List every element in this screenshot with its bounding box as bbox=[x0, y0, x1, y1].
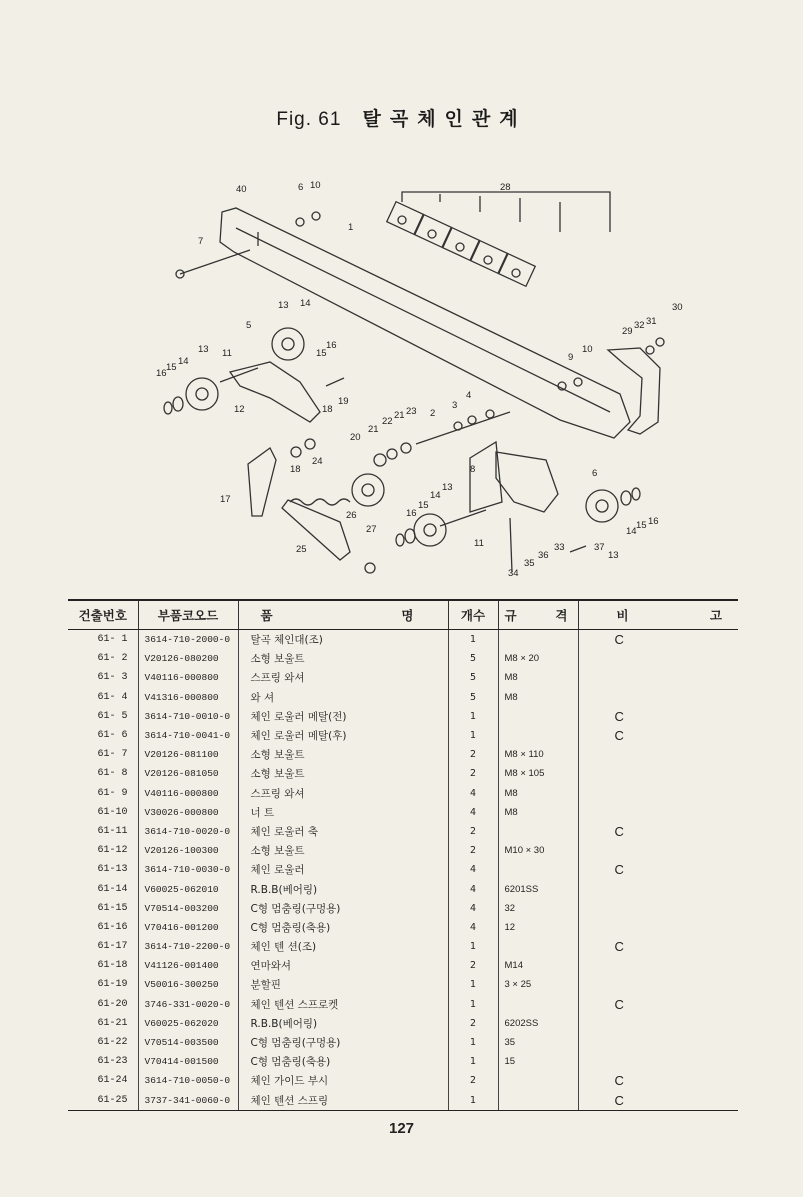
part-name-cell: 탈곡 체인대(조) bbox=[238, 630, 448, 650]
table-row bbox=[68, 841, 738, 860]
svg-text:13: 13 bbox=[278, 300, 289, 311]
svg-text:21: 21 bbox=[368, 424, 379, 435]
remarks-cell bbox=[578, 879, 738, 898]
page-title bbox=[0, 104, 803, 131]
part-number-cell: 61- 9 bbox=[97, 787, 128, 799]
quantity-cell: 5 bbox=[448, 668, 498, 687]
roller-metal-rear bbox=[496, 452, 558, 512]
quantity-cell: 2 bbox=[448, 956, 498, 975]
part-number-cell: 61- 2 bbox=[97, 653, 128, 665]
remarks-cell: C bbox=[578, 995, 738, 1014]
part-code-cell: 3614-710-2000-0 bbox=[138, 630, 238, 650]
table-row bbox=[68, 918, 738, 937]
svg-text:18: 18 bbox=[290, 464, 301, 475]
spec-cell: 6201SS bbox=[498, 879, 578, 898]
part-name-cell: 체인 가이드 부시 bbox=[238, 1071, 448, 1090]
svg-text:6: 6 bbox=[592, 468, 598, 479]
quantity-cell: 5 bbox=[448, 688, 498, 707]
spec-cell bbox=[498, 1071, 578, 1090]
svg-text:32: 32 bbox=[634, 320, 645, 331]
table-row bbox=[68, 937, 738, 956]
part-code-cell: 3614-710-0050-0 bbox=[138, 1071, 238, 1090]
table-row bbox=[68, 860, 738, 879]
table-header-row bbox=[68, 600, 738, 630]
quantity-cell: 1 bbox=[448, 975, 498, 994]
figure-title: 탈곡체인관계 bbox=[362, 108, 527, 130]
spec-cell: 35 bbox=[498, 1033, 578, 1052]
svg-text:16: 16 bbox=[648, 516, 659, 527]
bolt-7 bbox=[180, 250, 250, 274]
spec-cell bbox=[498, 822, 578, 841]
part-code-cell: V70414-001500 bbox=[138, 1052, 238, 1071]
remarks-cell bbox=[578, 918, 738, 937]
part-code-cell: V20126-081050 bbox=[138, 764, 238, 783]
part-code-cell: 3614-710-0030-0 bbox=[138, 860, 238, 879]
quantity-cell: 4 bbox=[448, 918, 498, 937]
part-number-cell: 61-24 bbox=[97, 1075, 128, 1087]
svg-text:15: 15 bbox=[316, 348, 327, 359]
quantity-cell: 1 bbox=[448, 630, 498, 650]
quantity-cell: 2 bbox=[448, 822, 498, 841]
part-name-cell: 와 셔 bbox=[238, 688, 448, 707]
svg-text:31: 31 bbox=[646, 316, 657, 327]
spec-cell: M8 bbox=[498, 688, 578, 707]
svg-text:15: 15 bbox=[636, 520, 647, 531]
header-part-code: 부품코오드 bbox=[138, 600, 238, 630]
svg-text:12: 12 bbox=[234, 404, 245, 415]
quantity-cell: 2 bbox=[448, 764, 498, 783]
table-row bbox=[68, 1014, 738, 1033]
svg-text:2: 2 bbox=[430, 408, 436, 419]
remarks-cell bbox=[578, 841, 738, 860]
table-row bbox=[68, 1071, 738, 1090]
table-row bbox=[68, 803, 738, 822]
part-code-cell: V41126-001400 bbox=[138, 956, 238, 975]
part-code-cell: V20126-100300 bbox=[138, 841, 238, 860]
spec-cell bbox=[498, 726, 578, 745]
svg-text:15: 15 bbox=[418, 500, 429, 511]
part-code-cell: V41316-000800 bbox=[138, 688, 238, 707]
tension-spring-25 bbox=[282, 500, 350, 560]
part-name-cell: 체인 로울러 메탈(전) bbox=[238, 707, 448, 726]
quantity-cell: 4 bbox=[448, 899, 498, 918]
svg-text:10: 10 bbox=[310, 180, 321, 191]
part-name-cell: 체인 로울러 bbox=[238, 860, 448, 879]
table-row bbox=[68, 726, 738, 745]
table-row bbox=[68, 899, 738, 918]
svg-text:4: 4 bbox=[466, 390, 472, 401]
part-name-cell: C형 멈춤링(구멍용) bbox=[238, 899, 448, 918]
quantity-cell: 4 bbox=[448, 860, 498, 879]
chain-links bbox=[387, 192, 610, 286]
remarks-cell: C bbox=[578, 630, 738, 650]
part-name-cell: C형 멈춤링(축용) bbox=[238, 1052, 448, 1071]
part-name-cell: C형 멈춤링(구멍용) bbox=[238, 1033, 448, 1052]
svg-text:7: 7 bbox=[198, 236, 204, 247]
remarks-cell: C bbox=[578, 1071, 738, 1090]
remarks-cell: C bbox=[578, 937, 738, 956]
svg-text:16: 16 bbox=[326, 340, 337, 351]
table-row bbox=[68, 630, 738, 650]
remarks-cell bbox=[578, 1052, 738, 1071]
remarks-cell bbox=[578, 668, 738, 687]
part-name-cell: 스프링 와셔 bbox=[238, 784, 448, 803]
svg-text:40: 40 bbox=[236, 184, 247, 195]
quantity-cell: 1 bbox=[448, 937, 498, 956]
quantity-cell: 2 bbox=[448, 841, 498, 860]
exploded-parts-diagram bbox=[140, 172, 683, 592]
spec-cell bbox=[498, 630, 578, 650]
svg-text:11: 11 bbox=[474, 538, 484, 549]
spec-cell bbox=[498, 707, 578, 726]
part-number-cell: 61-11 bbox=[97, 825, 128, 837]
part-code-cell: V40116-000800 bbox=[138, 784, 238, 803]
part-number-cell: 61- 3 bbox=[97, 672, 128, 684]
svg-text:17: 17 bbox=[220, 494, 231, 505]
part-name-cell: 체인 로울러 축 bbox=[238, 822, 448, 841]
part-name-cell: 너 트 bbox=[238, 803, 448, 822]
spec-cell: M8 × 110 bbox=[498, 745, 578, 764]
part-code-cell: V20126-080200 bbox=[138, 649, 238, 668]
part-name-cell: 소형 보울트 bbox=[238, 649, 448, 668]
spec-cell: M8 bbox=[498, 784, 578, 803]
part-number-cell: 61-14 bbox=[97, 883, 128, 895]
part-code-cell: 3614-710-0041-0 bbox=[138, 726, 238, 745]
part-number-cell: 61-25 bbox=[68, 1091, 138, 1111]
spec-cell: 15 bbox=[498, 1052, 578, 1071]
svg-text:13: 13 bbox=[198, 344, 209, 355]
part-code-cell: V50016-300250 bbox=[138, 975, 238, 994]
quantity-cell: 4 bbox=[448, 784, 498, 803]
spec-cell: 6202SS bbox=[498, 1014, 578, 1033]
part-code-cell: 3737-341-0060-0 bbox=[138, 1091, 238, 1111]
spec-cell: M8 bbox=[498, 803, 578, 822]
svg-text:3: 3 bbox=[452, 400, 458, 411]
part-number-cell: 61- 1 bbox=[97, 634, 128, 646]
diagram-svg bbox=[140, 172, 683, 592]
part-number-cell: 61-18 bbox=[97, 960, 128, 972]
part-number-cell: 61- 6 bbox=[97, 730, 128, 742]
part-code-cell: V70416-001200 bbox=[138, 918, 238, 937]
spec-cell bbox=[498, 860, 578, 879]
table-row bbox=[68, 822, 738, 841]
part-code-cell: 3614-710-2200-0 bbox=[138, 937, 238, 956]
remarks-cell bbox=[578, 764, 738, 783]
part-number-cell: 61- 5 bbox=[97, 710, 128, 722]
table-row bbox=[68, 956, 738, 975]
remarks-cell: C bbox=[578, 1091, 738, 1111]
part-name-cell: 체인 텐션 스프링 bbox=[238, 1091, 448, 1111]
table-row bbox=[68, 707, 738, 726]
svg-text:20: 20 bbox=[350, 432, 361, 443]
spec-cell: M8 × 105 bbox=[498, 764, 578, 783]
remarks-cell bbox=[578, 975, 738, 994]
part-code-cell: V60025-062010 bbox=[138, 879, 238, 898]
quantity-cell: 2 bbox=[448, 1014, 498, 1033]
spec-cell: M8 × 20 bbox=[498, 649, 578, 668]
spec-cell bbox=[498, 995, 578, 1014]
part-number-cell: 61-21 bbox=[97, 1017, 128, 1029]
quantity-cell: 2 bbox=[448, 745, 498, 764]
table-row bbox=[68, 879, 738, 898]
quantity-cell: 1 bbox=[448, 1091, 498, 1111]
spec-cell: M10 × 30 bbox=[498, 841, 578, 860]
part-number-cell: 61-12 bbox=[97, 845, 128, 857]
quantity-cell: 1 bbox=[448, 726, 498, 745]
svg-text:26: 26 bbox=[346, 510, 357, 521]
svg-text:35: 35 bbox=[524, 558, 535, 569]
part-name-cell: 소형 보울트 bbox=[238, 841, 448, 860]
svg-text:22: 22 bbox=[382, 416, 393, 427]
parts-table-body bbox=[68, 630, 738, 1111]
header-spec: 규 격 bbox=[498, 600, 578, 630]
svg-text:15: 15 bbox=[166, 362, 177, 373]
table-row bbox=[68, 1091, 738, 1111]
part-name-cell: 스프링 와셔 bbox=[238, 668, 448, 687]
svg-text:14: 14 bbox=[300, 298, 311, 309]
spec-cell: 3 × 25 bbox=[498, 975, 578, 994]
svg-text:37: 37 bbox=[594, 542, 605, 553]
spec-cell bbox=[498, 1091, 578, 1111]
part-code-cell: V60025-062020 bbox=[138, 1014, 238, 1033]
table-row bbox=[68, 688, 738, 707]
part-number-cell: 61- 4 bbox=[97, 691, 128, 703]
svg-text:19: 19 bbox=[338, 396, 349, 407]
part-name-cell: 체인 텐 션(조) bbox=[238, 937, 448, 956]
quantity-cell: 1 bbox=[448, 995, 498, 1014]
remarks-cell bbox=[578, 1033, 738, 1052]
table-row bbox=[68, 668, 738, 687]
part-name-cell: 체인 로울러 메탈(후) bbox=[238, 726, 448, 745]
svg-text:34: 34 bbox=[508, 568, 519, 579]
quantity-cell: 5 bbox=[448, 649, 498, 668]
quantity-cell: 4 bbox=[448, 879, 498, 898]
spec-cell: M8 bbox=[498, 668, 578, 687]
part-number-cell: 61-13 bbox=[97, 864, 128, 876]
table-row bbox=[68, 745, 738, 764]
part-name-cell: 소형 보울트 bbox=[238, 764, 448, 783]
left-sprocket-assembly bbox=[164, 328, 344, 422]
spec-cell: 12 bbox=[498, 918, 578, 937]
parts-table bbox=[68, 599, 738, 1111]
svg-text:23: 23 bbox=[406, 406, 417, 417]
table-row bbox=[68, 764, 738, 783]
part-number-cell: 61- 7 bbox=[97, 749, 128, 761]
quantity-cell: 4 bbox=[448, 803, 498, 822]
svg-text:13: 13 bbox=[442, 482, 453, 493]
svg-text:33: 33 bbox=[554, 542, 565, 553]
svg-text:9: 9 bbox=[568, 352, 574, 363]
remarks-cell: C bbox=[578, 726, 738, 745]
part-name-cell: R.B.B(베어링) bbox=[238, 1014, 448, 1033]
part-number-cell: 61-20 bbox=[97, 998, 128, 1010]
table-row bbox=[68, 784, 738, 803]
part-number-cell: 61- 8 bbox=[97, 768, 128, 780]
part-name-cell: C형 멈춤링(축용) bbox=[238, 918, 448, 937]
chain-frame bbox=[220, 208, 630, 438]
svg-text:14: 14 bbox=[626, 526, 637, 537]
table-row bbox=[68, 995, 738, 1014]
remarks-cell bbox=[578, 784, 738, 803]
part-code-cell: 3614-710-0020-0 bbox=[138, 822, 238, 841]
remarks-cell bbox=[578, 688, 738, 707]
quantity-cell: 1 bbox=[448, 1052, 498, 1071]
part-name-cell: 체인 텐션 스프로켓 bbox=[238, 995, 448, 1014]
part-code-cell: 3746-331-0020-0 bbox=[138, 995, 238, 1014]
header-remarks: 비 고 bbox=[578, 600, 738, 630]
svg-text:18: 18 bbox=[322, 404, 333, 415]
part-code-cell: V70514-003500 bbox=[138, 1033, 238, 1052]
svg-text:1: 1 bbox=[348, 222, 354, 233]
part-code-cell: V40116-000800 bbox=[138, 668, 238, 687]
part-number-cell: 61-16 bbox=[97, 921, 128, 933]
svg-text:30: 30 bbox=[672, 302, 683, 313]
quantity-cell: 1 bbox=[448, 707, 498, 726]
spec-cell: 32 bbox=[498, 899, 578, 918]
svg-text:21: 21 bbox=[394, 410, 405, 421]
svg-text:25: 25 bbox=[296, 544, 307, 555]
remarks-cell: C bbox=[578, 707, 738, 726]
part-number-cell: 61-19 bbox=[97, 979, 128, 991]
part-name-cell: R.B.B(베어링) bbox=[238, 879, 448, 898]
header-part-number: 건출번호 bbox=[68, 600, 138, 630]
part-name-cell: 연마와셔 bbox=[238, 956, 448, 975]
header-part-name: 품 명 bbox=[238, 600, 448, 630]
svg-text:36: 36 bbox=[538, 550, 549, 561]
remarks-cell bbox=[578, 649, 738, 668]
part-number-cell: 61-17 bbox=[97, 941, 128, 953]
part-number-cell: 61-15 bbox=[97, 902, 128, 914]
svg-text:28: 28 bbox=[500, 182, 511, 193]
spec-cell: M14 bbox=[498, 956, 578, 975]
part-code-cell: 3614-710-0010-0 bbox=[138, 707, 238, 726]
remarks-cell: C bbox=[578, 822, 738, 841]
table-row bbox=[68, 975, 738, 994]
svg-text:24: 24 bbox=[312, 456, 323, 467]
part-code-cell: V20126-081100 bbox=[138, 745, 238, 764]
svg-text:16: 16 bbox=[156, 368, 167, 379]
svg-text:11: 11 bbox=[222, 348, 232, 359]
part-name-cell: 분할핀 bbox=[238, 975, 448, 994]
table-row bbox=[68, 1052, 738, 1071]
remarks-cell bbox=[578, 1014, 738, 1033]
quantity-cell: 2 bbox=[448, 1071, 498, 1090]
svg-text:10: 10 bbox=[582, 344, 593, 355]
remarks-cell bbox=[578, 745, 738, 764]
svg-text:14: 14 bbox=[430, 490, 441, 501]
svg-text:14: 14 bbox=[178, 356, 189, 367]
header-quantity: 개수 bbox=[448, 600, 498, 630]
svg-text:27: 27 bbox=[366, 524, 377, 535]
page-number: 127 bbox=[388, 1120, 415, 1137]
svg-text:13: 13 bbox=[608, 550, 619, 561]
table-row bbox=[68, 1033, 738, 1052]
part-code-cell: V30026-000800 bbox=[138, 803, 238, 822]
chain-guide-plate bbox=[608, 348, 660, 434]
part-name-cell: 소형 보울트 bbox=[238, 745, 448, 764]
remarks-cell bbox=[578, 899, 738, 918]
svg-text:5: 5 bbox=[246, 320, 252, 331]
part-number-cell: 61-10 bbox=[97, 806, 128, 818]
svg-text:16: 16 bbox=[406, 508, 417, 519]
svg-text:29: 29 bbox=[622, 326, 633, 337]
svg-text:6: 6 bbox=[298, 182, 304, 193]
remarks-cell: C bbox=[578, 860, 738, 879]
remarks-cell bbox=[578, 803, 738, 822]
table-row bbox=[68, 649, 738, 668]
svg-text:8: 8 bbox=[470, 464, 476, 475]
quantity-cell: 1 bbox=[448, 1033, 498, 1052]
part-code-cell: V70514-003200 bbox=[138, 899, 238, 918]
part-number-cell: 61-23 bbox=[97, 1056, 128, 1068]
part-number-cell: 61-22 bbox=[97, 1037, 128, 1049]
chain-tensioner-assembly bbox=[248, 412, 510, 573]
remarks-cell bbox=[578, 956, 738, 975]
spec-cell bbox=[498, 937, 578, 956]
figure-label: Fig. 61 bbox=[276, 109, 342, 130]
